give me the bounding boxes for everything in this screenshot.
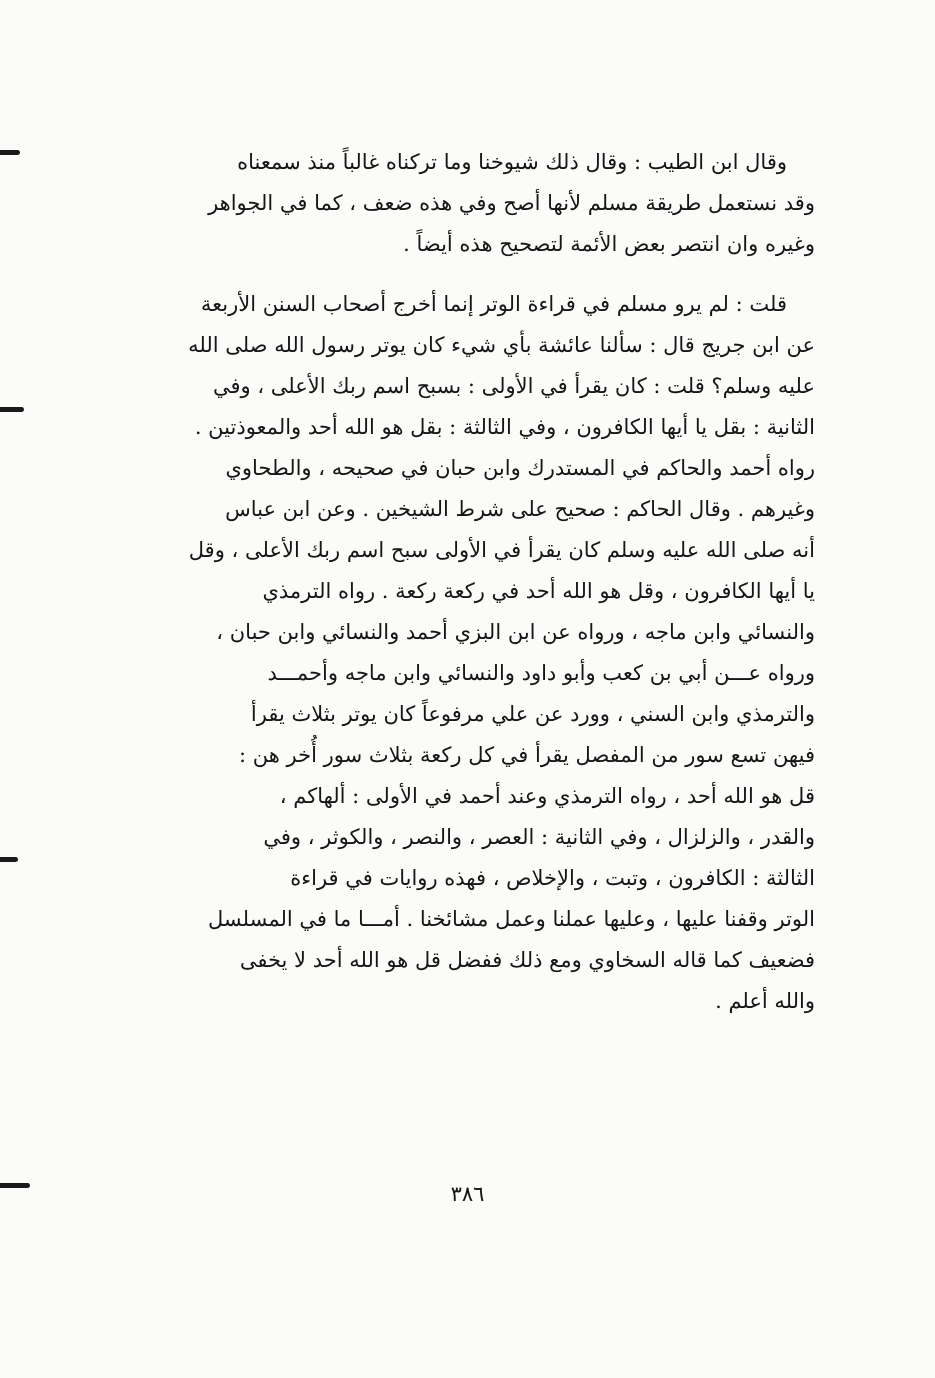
text-line: الثالثة : الكافرون ، وتبت ، والإخلاص ، فهذه روايات في قراءة [290, 866, 815, 890]
text-line: قل هو الله أحد ، رواه الترمذي وعند أحمد في الأولى : ألهاكم ، [279, 784, 815, 808]
text-line: عن ابن جريج قال : سألنا عائشة بأي شيء كان يوتر رسول الله صلى الله [188, 333, 815, 357]
binding-mark [0, 857, 18, 862]
text-line: يا أيها الكافرون ، وقل هو الله أحد في ركعة ركعة . رواه الترمذي [262, 579, 815, 603]
text-line: فضعيف كما قاله السخاوي ومع ذلك ففضل قل هو الله أحد لا يخفى [239, 948, 815, 972]
paragraph-2 [160, 284, 815, 1022]
paragraph-1 [160, 142, 815, 265]
binding-mark [0, 407, 24, 412]
text-line: والنسائي وابن ماجه ، ورواه عن ابن البزي أحمد والنسائي وابن حبان ، [216, 620, 815, 644]
text-line: وغيرهم . وقال الحاكم : صحيح على شرط الشيخين . وعن ابن عباس [225, 497, 815, 521]
text-line: أنه صلى الله عليه وسلم كان يقرأ في الأولى سبح اسم ربك الأعلى ، وقل [188, 538, 815, 562]
text-line: الثانية : بقل يا أيها الكافرون ، وفي الثالثة : بقل هو الله أحد والمعوذتين . [194, 415, 815, 439]
text-line: وقال ابن الطيب : وقال ذلك شيوخنا وما تركناه غالباً منذ سمعناه [237, 150, 787, 174]
binding-mark [0, 150, 20, 155]
text-line: وقد نستعمل طريقة مسلم لأنها أصح وفي هذه ضعف ، كما في الجواهر [208, 191, 815, 215]
text-line: ورواه عـــن أبي بن كعب وأبو داود والنسائي وابن ماجه وأحمـــد [267, 661, 815, 685]
text-line: والترمذي وابن السني ، وورد عن علي مرفوعاً كان يوتر بثلاث يقرأ [250, 702, 815, 726]
text-line: وغيره وان انتصر بعض الأئمة لتصحيح هذه أيضاً . [403, 232, 815, 256]
text-line: فيهن تسع سور من المفصل يقرأ في كل ركعة بثلاث سور أُخر هن : [239, 743, 815, 767]
text-line: والله أعلم . [715, 989, 815, 1013]
text-line: رواه أحمد والحاكم في المستدرك وابن حبان في صحيحه ، والطحاوي [225, 456, 815, 480]
text-line: عليه وسلم؟ قلت : كان يقرأ في الأولى : بسبح اسم ربك الأعلى ، وفي [212, 374, 815, 398]
text-line: الوتر وقفنا عليها ، وعليها عملنا وعمل مشائخنا . أمـــا ما في المسلسل [208, 907, 815, 931]
text-line: قلت : لم يرو مسلم في قراءة الوتر إنما أخرج أصحاب السنن الأربعة [200, 292, 787, 316]
page-number: ٣٨٦ [450, 1182, 485, 1206]
text-line: والقدر ، والزلزال ، وفي الثانية : العصر ، والنصر ، والكوثر ، وفي [263, 825, 815, 849]
